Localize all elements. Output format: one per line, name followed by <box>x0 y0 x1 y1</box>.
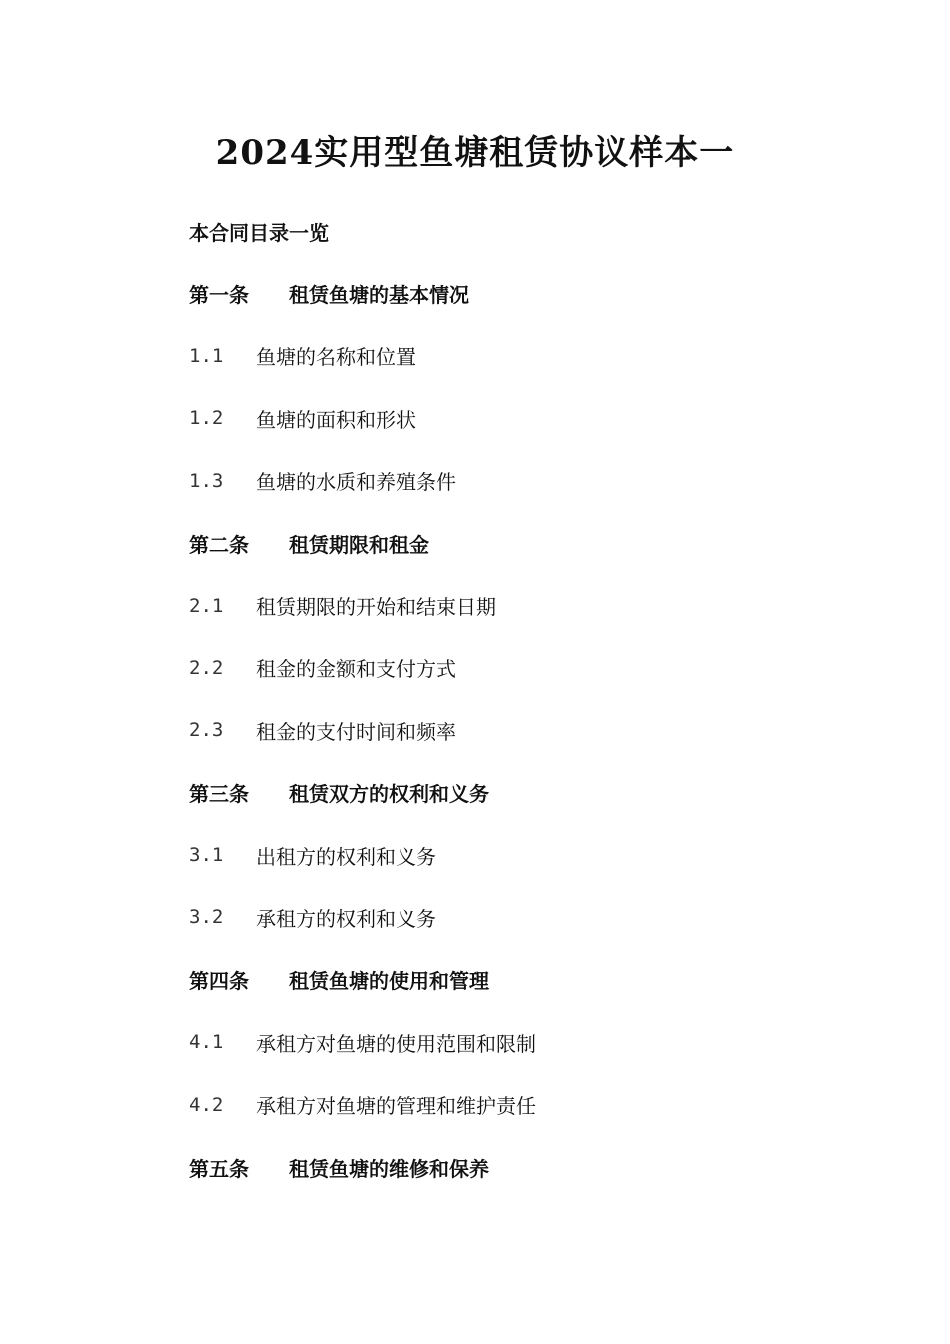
toc-entry-text: 租赁鱼塘的使用和管理 <box>289 969 489 994</box>
toc-item <box>189 1073 809 1135</box>
toc-item <box>189 699 809 761</box>
toc-article <box>189 262 809 324</box>
toc-entry-text: 鱼塘的名称和位置 <box>256 345 416 370</box>
toc-entry-number: 第五条 <box>189 1156 249 1181</box>
toc-heading <box>189 200 809 262</box>
toc-entry-number: 1.1 <box>189 344 224 367</box>
toc-article <box>189 762 809 824</box>
toc-entry-number: 第二条 <box>189 532 249 557</box>
toc-entry-number: 3.2 <box>189 906 224 929</box>
toc-entry-text: 出租方的权利和义务 <box>256 844 436 869</box>
toc-article <box>189 1136 809 1198</box>
toc-entry-number: 4.2 <box>189 1093 224 1116</box>
toc-item <box>189 886 809 948</box>
toc-entry-number: 1.3 <box>189 469 224 492</box>
toc-entry-text: 租赁期限的开始和结束日期 <box>256 595 496 620</box>
toc-entry-text: 鱼塘的水质和养殖条件 <box>256 470 456 495</box>
toc-item <box>189 824 809 886</box>
toc-article <box>189 512 809 574</box>
toc-entry-text: 租金的金额和支付方式 <box>256 657 456 682</box>
table-of-contents <box>189 200 809 1198</box>
toc-entry-text: 承租方对鱼塘的使用范围和限制 <box>256 1031 536 1056</box>
toc-item <box>189 1011 809 1073</box>
toc-item <box>189 450 809 512</box>
toc-entry-number: 4.1 <box>189 1031 224 1054</box>
toc-entry-text: 租赁双方的权利和义务 <box>289 782 489 807</box>
toc-heading-text: 本合同目录一览 <box>189 220 329 245</box>
toc-entry-text: 承租方的权利和义务 <box>256 906 436 931</box>
toc-entry-text: 租赁鱼塘的维修和保养 <box>289 1156 489 1181</box>
toc-list <box>189 262 809 1198</box>
toc-item <box>189 325 809 387</box>
document-title: 2024实用型鱼塘租赁协议样本一 <box>215 133 735 173</box>
toc-item <box>189 574 809 636</box>
toc-entry-number: 第四条 <box>189 969 249 994</box>
toc-entry-text: 租金的支付时间和频率 <box>256 719 456 744</box>
toc-entry-text: 承租方对鱼塘的管理和维护责任 <box>256 1094 536 1119</box>
toc-entry-number: 2.3 <box>189 719 224 742</box>
toc-entry-number: 3.1 <box>189 844 224 867</box>
toc-entry-text: 租赁鱼塘的基本情况 <box>289 283 469 308</box>
toc-entry-number: 第三条 <box>189 782 249 807</box>
toc-entry-text: 租赁期限和租金 <box>289 532 429 557</box>
toc-item <box>189 387 809 449</box>
toc-entry-number: 2.1 <box>189 594 224 617</box>
toc-entry-number: 1.2 <box>189 407 224 430</box>
toc-entry-number: 2.2 <box>189 656 224 679</box>
toc-item <box>189 637 809 699</box>
toc-entry-number: 第一条 <box>189 283 249 308</box>
toc-article <box>189 949 809 1011</box>
toc-entry-text: 鱼塘的面积和形状 <box>256 407 416 432</box>
